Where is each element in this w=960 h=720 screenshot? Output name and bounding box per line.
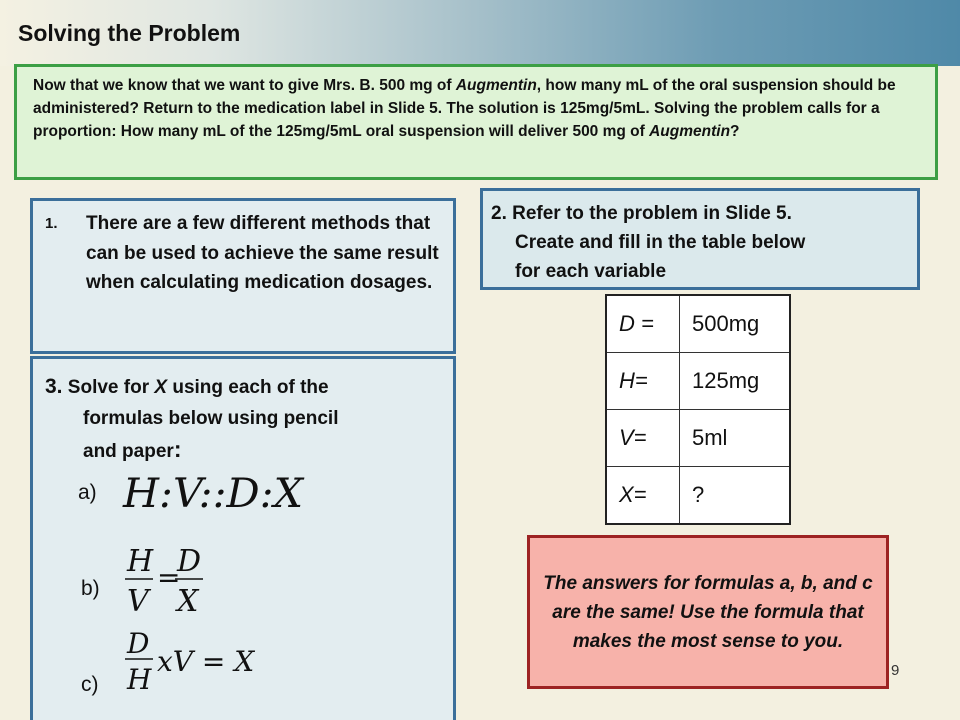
formula-a — [123, 469, 313, 515]
variable-value: 125mg — [680, 353, 791, 410]
svg-text:xV = X: xV = X — [157, 645, 255, 678]
variable-key: X= — [606, 467, 680, 525]
variable-key: V= — [606, 410, 680, 467]
formula-c-label: c) — [81, 673, 99, 696]
answer-text: The answers for formulas a, b, and c are the same! Use the formula that makes the most sense to you. — [543, 572, 873, 652]
svg-text:D: D — [177, 544, 202, 579]
variable-x: X — [154, 377, 168, 398]
item-number: 1. — [45, 215, 58, 232]
solve-box — [30, 356, 456, 720]
formula-a-label: a) — [78, 481, 97, 504]
intro-text-1: Now that we know that we want to give Mrs. B. 500 mg of — [33, 77, 456, 94]
slide-number: 9 — [891, 662, 900, 679]
svg-text:H:V::D:X: H:V::D:X — [121, 471, 305, 517]
formula-b — [123, 539, 213, 619]
svg-text:H: H — [127, 544, 154, 579]
intro-box — [14, 64, 938, 180]
variable-value: 500mg — [680, 295, 791, 353]
drug-name: Augmentin — [455, 77, 537, 94]
variables-table — [605, 294, 791, 525]
drug-name: Augmentin — [649, 123, 731, 140]
table-row — [606, 353, 790, 410]
variable-key: D = — [606, 295, 680, 353]
solve-instructions: 3. Solve for X using each of the formulas below using pencil and paper: — [45, 375, 339, 462]
svg-text:=: = — [157, 561, 181, 594]
formula-c — [123, 627, 273, 697]
variable-value: ? — [680, 467, 791, 525]
svg-text:V: V — [127, 584, 149, 619]
variable-key: H= — [606, 353, 680, 410]
table-row — [606, 467, 790, 525]
intro-text-2: , how many mL of the oral suspension should be administered? Return to the medication label in Slide 5. The solution is 125mg/5mL. Solving the problem calls for a proportion: How many mL of the 125mg/5mL oral suspension will deliver 500 mg of — [33, 77, 896, 140]
methods-box — [30, 198, 456, 354]
answer-callout — [527, 535, 889, 689]
svg-text:X: X — [177, 584, 199, 619]
slide-title: Solving the Problem — [18, 20, 241, 46]
item-number: 3. — [45, 375, 63, 398]
table-row — [606, 295, 790, 353]
intro-text-3: ? — [730, 123, 740, 140]
formula-b-label: b) — [81, 577, 100, 600]
methods-text: There are a few different methods that can be used to achieve the same result when calculating medication dosages. — [86, 213, 439, 293]
svg-text:D: D — [127, 627, 150, 660]
variable-value: 5ml — [680, 410, 791, 467]
svg-text:H: H — [127, 663, 152, 696]
table-row — [606, 410, 790, 467]
table-instructions-box: 2. Refer to the problem in Slide 5. Create and fill in the table below for each variable — [480, 188, 920, 290]
